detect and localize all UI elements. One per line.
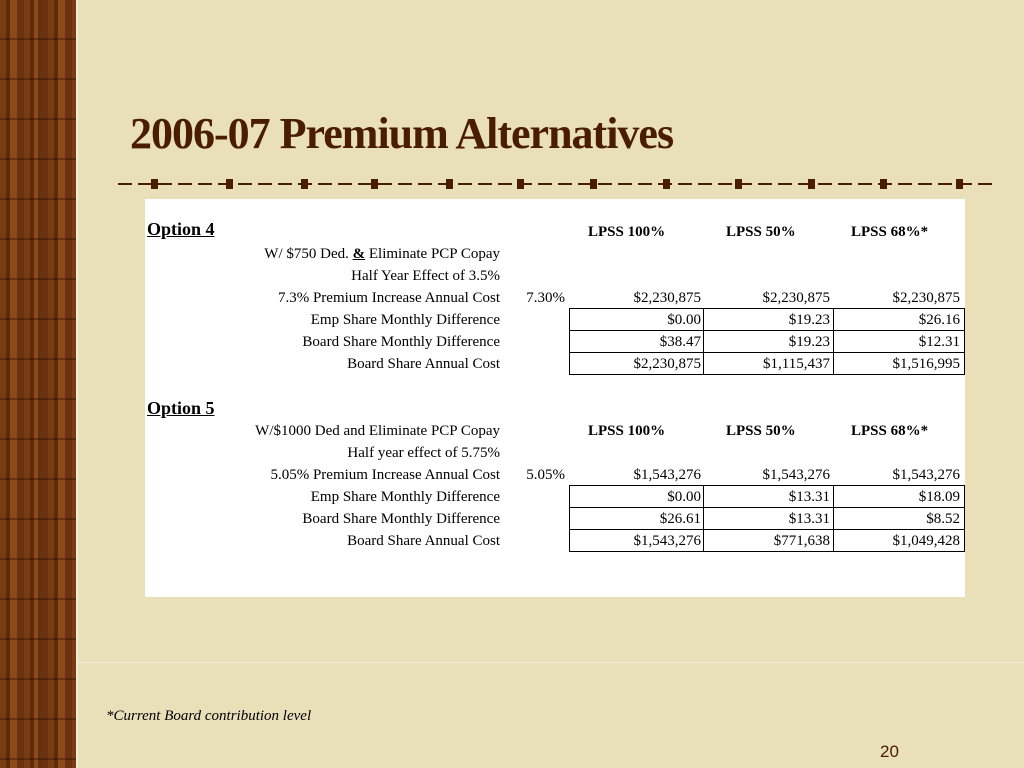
option5-desc1: W/$1000 Ded and Eliminate PCP Copay [255,423,500,439]
option5-col-lpss68: LPSS 68%* [851,423,929,439]
option5-row-emp-monthly-v3: $18.09 [918,489,960,505]
option5-row-emp-monthly-v2: $13.31 [788,489,830,505]
option4-desc1-amp: & [352,246,366,262]
option5-row-annual-increase-label: 5.05% Premium Increase Annual Cost [270,467,500,483]
option5-row-board-annual-label: Board Share Annual Cost [347,533,500,549]
option4-row-board-annual-label: Board Share Annual Cost [347,356,500,372]
option4-col-lpss100: LPSS 100% [588,224,666,240]
option4-grid-line [833,308,834,375]
option4-row-annual-increase-v2: $2,230,875 [762,290,830,306]
option4-row-emp-monthly-label: Emp Share Monthly Difference [310,312,500,328]
option5-row-annual-increase-rate: 5.05% [526,467,565,483]
option4-row-board-monthly-v1: $38.47 [659,334,701,350]
option4-row-board-monthly-v3: $12.31 [918,334,960,350]
wood-border [0,0,76,768]
option5-row-annual-increase-v2: $1,543,276 [762,467,830,483]
option4-col-lpss50: LPSS 50% [726,224,796,240]
option4-row-annual-increase-v1: $2,230,875 [633,290,701,306]
option4-row-board-annual-v2: $1,115,437 [763,356,830,372]
option4-row-board-annual-v1: $2,230,875 [633,356,701,372]
option5-row-annual-increase-v3: $1,543,276 [892,467,960,483]
option4-row-board-monthly-label: Board Share Monthly Difference [302,334,500,350]
page-number: 20 [880,742,899,761]
option5-heading: Option 5 [147,398,215,418]
decorative-divider [118,176,993,192]
option5-desc2: Half year effect of 5.75% [347,445,500,461]
option4-desc1-pre: W/ $750 Ded. [264,246,349,262]
option4-row-board-annual-v3: $1,516,995 [892,356,960,372]
option4-desc1-post: Eliminate PCP Copay [365,246,500,262]
option5-col-lpss100: LPSS 100% [588,423,666,439]
option4-row-emp-monthly-v1: $0.00 [667,312,701,328]
wood-border-seam [38,0,41,768]
footer-divider [78,662,1024,663]
option4-row-annual-increase-v3: $2,230,875 [892,290,960,306]
option4-row-annual-increase-label: 7.3% Premium Increase Annual Cost [277,290,500,306]
option5-col-lpss50: LPSS 50% [726,423,796,439]
option5-row-board-annual-v1: $1,543,276 [633,533,701,549]
option5-grid-line [569,507,965,508]
option4-desc2: Half Year Effect of 3.5% [351,268,500,284]
option4-col-lpss68: LPSS 68%* [851,224,929,240]
option4-row-emp-monthly-v2: $19.23 [788,312,830,328]
option5-row-board-monthly-v3: $8.52 [926,511,960,527]
premium-table-panel [145,199,965,597]
option5-row-emp-monthly-v1: $0.00 [667,489,701,505]
option5-row-annual-increase-v1: $1,543,276 [633,467,701,483]
option4-row-board-monthly-v2: $19.23 [788,334,830,350]
option5-row-emp-monthly-label: Emp Share Monthly Difference [310,489,500,505]
option4-heading: Option 4 [147,219,215,239]
option4-grid-line [703,308,704,375]
option5-grid-line [569,529,965,530]
option5-row-board-monthly-v1: $26.61 [659,511,701,527]
footnote: *Current Board contribution level [106,708,312,724]
option5-grid-line [703,485,704,552]
border-edge [76,0,78,768]
slide-title: 2006-07 Premium Alternatives [130,109,674,158]
option4-desc1 [264,245,500,263]
option4-grid-line [569,352,965,353]
option5-row-board-monthly-label: Board Share Monthly Difference [302,511,500,527]
option4-grid-line [569,330,965,331]
option5-row-board-annual-v2: $771,638 [773,533,830,549]
option4-row-emp-monthly-v3: $26.16 [918,312,960,328]
option4-row-annual-increase-rate: 7.30% [526,290,565,306]
option5-row-board-monthly-v2: $13.31 [788,511,830,527]
option5-row-board-annual-v3: $1,049,428 [892,533,960,549]
option5-grid-line [833,485,834,552]
